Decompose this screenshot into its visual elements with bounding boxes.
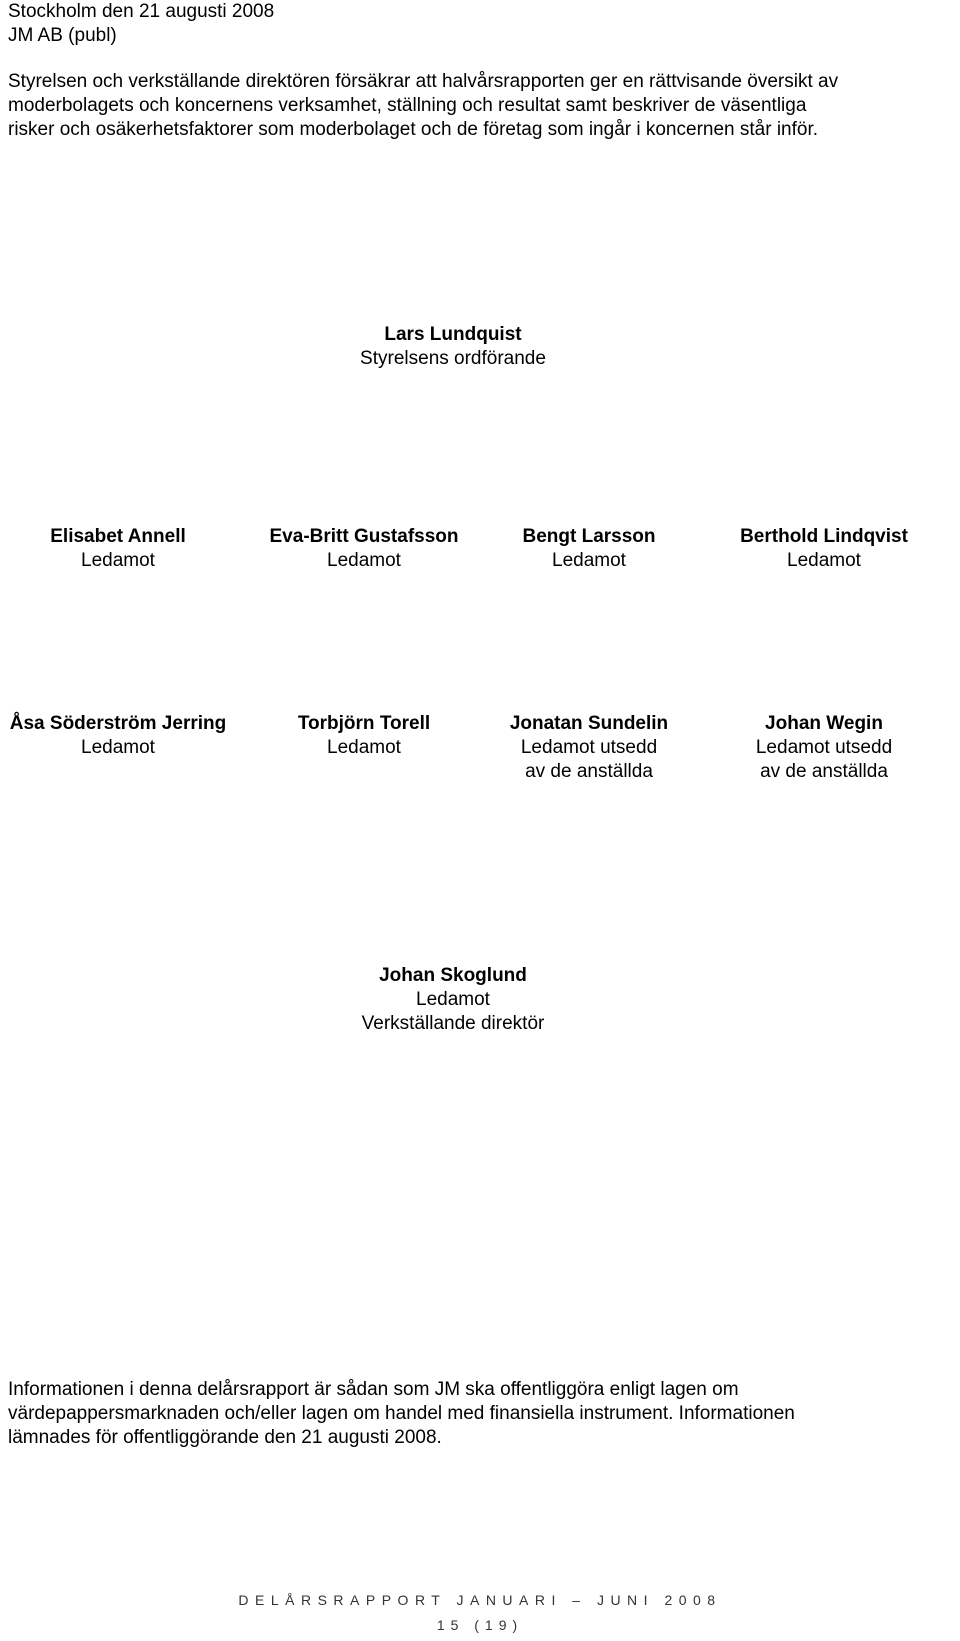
intro-line: Styrelsen och verkställande direktören försäkrar att halvårsrapporten ger en rättvisande översikt av <box>8 71 839 92</box>
signatory-role: Styrelsens ordförande <box>360 348 546 369</box>
signature-chair <box>360 323 546 371</box>
intro-line: risker och osäkerhetsfaktorer som moderbolaget och de företag som ingår i koncernen står inför. <box>8 119 819 140</box>
signatory-name: Jonatan Sundelin <box>509 713 669 734</box>
footer-report-title: DELÅRSRAPPORT JANUARI – JUNI 2008 <box>238 1592 722 1608</box>
closing-line: Informationen i denna delårsrapport är sådan som JM ska offentliggöra enligt lagen om <box>8 1379 739 1400</box>
signature-block <box>270 525 459 573</box>
intro-line: moderbolagets och koncernens verksamhet, ställning och resultat samt beskriver de väsentliga <box>8 95 807 116</box>
place-date: Stockholm den 21 augusti 2008 <box>8 1 275 22</box>
signature-block <box>756 712 892 784</box>
signatory-name: Elisabet Annell <box>50 526 186 547</box>
signature-block <box>740 525 908 573</box>
signatory-role: Ledamot utsedd <box>755 737 893 758</box>
document-header <box>8 0 274 48</box>
signatory-role: Ledamot <box>81 737 155 758</box>
signature-block <box>298 712 430 760</box>
signatory-role: Ledamot <box>416 989 490 1010</box>
signatory-role: Ledamot <box>81 550 155 571</box>
footer-page-number: 15 (19) <box>436 1617 524 1633</box>
signatory-name: Berthold Lindqvist <box>740 526 908 547</box>
signatory-role-line2: av de anställda <box>525 761 653 782</box>
signatory-name: Bengt Larsson <box>522 526 656 547</box>
signatory-name: Lars Lundquist <box>384 324 522 345</box>
signatory-role-line2: Verkställande direktör <box>361 1013 545 1034</box>
signatory-name: Åsa Söderström Jerring <box>9 713 227 734</box>
signatory-role: Ledamot utsedd <box>520 737 658 758</box>
signatory-name: Johan Skoglund <box>379 965 527 986</box>
signatory-name: Torbjörn Torell <box>297 713 431 734</box>
closing-line: lämnades för offentliggörande den 21 augusti 2008. <box>8 1427 442 1448</box>
signatory-name: Johan Wegin <box>765 713 883 734</box>
signatory-role: Ledamot <box>787 550 861 571</box>
closing-paragraph <box>8 1378 953 1450</box>
signatory-name: Eva-Britt Gustafsson <box>269 526 459 547</box>
signatory-role-line2: av de anställda <box>760 761 888 782</box>
intro-paragraph <box>8 70 953 142</box>
closing-line: värdepappersmarknaden och/eller lagen om handel med finansiella instrument. Informationen <box>8 1403 795 1424</box>
signature-block <box>50 525 186 573</box>
signatory-role: Ledamot <box>327 550 401 571</box>
company-name: JM AB (publ) <box>8 25 117 46</box>
signature-ceo <box>362 964 545 1036</box>
signature-block <box>522 525 655 573</box>
signature-block <box>10 712 226 760</box>
signature-block <box>510 712 668 784</box>
signatory-role: Ledamot <box>327 737 401 758</box>
signatory-role: Ledamot <box>552 550 626 571</box>
